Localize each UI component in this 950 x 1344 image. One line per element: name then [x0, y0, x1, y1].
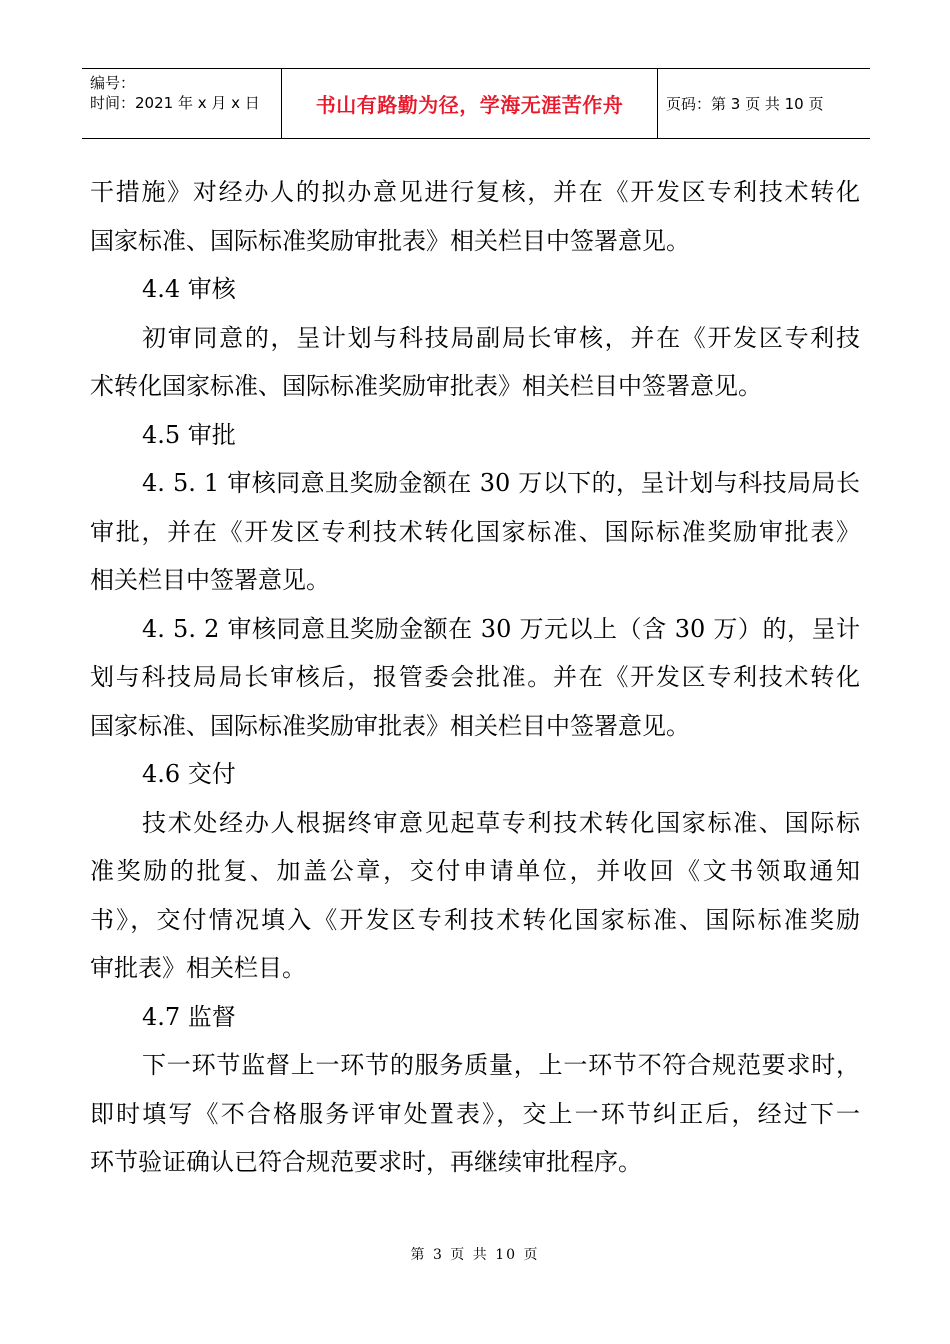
- body-line: 技术处经办人根据终审意见起草专利技术转化国家标准、国际标: [142, 808, 860, 837]
- header-page-cell: [658, 69, 870, 138]
- header-motto-cell: [282, 69, 658, 138]
- body-line: 审批，并在《开发区专利技术转化国家标准、国际标准奖励审批表》: [90, 517, 860, 546]
- footer-page-number: 第 3 页 共 10 页: [410, 1247, 540, 1263]
- body-line: 审批表》相关栏目。: [90, 954, 306, 982]
- body-line: 国家标准、国际标准奖励审批表》相关栏目中签署意见。: [90, 711, 690, 740]
- body-line: 环节验证确认已符合规范要求时，再继续审批程序。: [90, 1148, 642, 1176]
- body-line: 下一环节监督上一环节的服务质量，上一环节不符合规范要求时，: [142, 1051, 860, 1079]
- body-line: 初审同意的，呈计划与科技局副局长审核，并在《开发区专利技: [142, 323, 860, 352]
- header-meta-cell: [82, 69, 282, 138]
- header-motto: 书山有路勤为径，学海无涯苦作舟: [315, 93, 624, 117]
- body-line: 术转化国家标准、国际标准奖励审批表》相关栏目中签署意见。: [90, 372, 762, 400]
- body-line: 4.5 审批: [142, 420, 236, 449]
- body-line: 4.6 交付: [142, 760, 236, 788]
- serial-label: 编号：: [90, 74, 136, 92]
- body-line: 国家标准、国际标准奖励审批表》相关栏目中签署意见。: [90, 226, 690, 255]
- body-line: 书》，交付情况填入《开发区专利技术转化国家标准、国际标准奖励: [90, 905, 860, 934]
- body-line: 干措施》对经办人的拟办意见进行复核，并在《开发区专利技术转化: [90, 178, 860, 206]
- body-line: 4. 5. 2 审核同意且奖励金额在 30 万元以上（含 30 万）的，呈计: [142, 614, 860, 643]
- body-line: 即时填写《不合格服务评审处置表》，交上一环节纠正后，经过下一: [90, 1099, 860, 1128]
- body-line: 相关栏目中签署意见。: [90, 566, 330, 594]
- page-footer: [0, 1244, 950, 1264]
- body-line: 准奖励的批复、加盖公章，交付申请单位，并收回《文书领取通知: [90, 857, 860, 885]
- body-line: 划与科技局局长审核后，报管委会批准。并在《开发区专利技术转化: [90, 663, 860, 691]
- body-line: 4.7 监督: [142, 1002, 236, 1031]
- body-line: 4. 5. 1 审核同意且奖励金额在 30 万以下的，呈计划与科技局局长: [142, 469, 860, 497]
- header-page-info: 页码：第 3 页 共 10 页: [666, 95, 824, 113]
- page-header: [82, 68, 870, 139]
- body-line: 4.4 审核: [142, 275, 236, 303]
- date-label: 时间：2021 年 x 月 x 日: [90, 94, 260, 112]
- document-body: [90, 168, 860, 1187]
